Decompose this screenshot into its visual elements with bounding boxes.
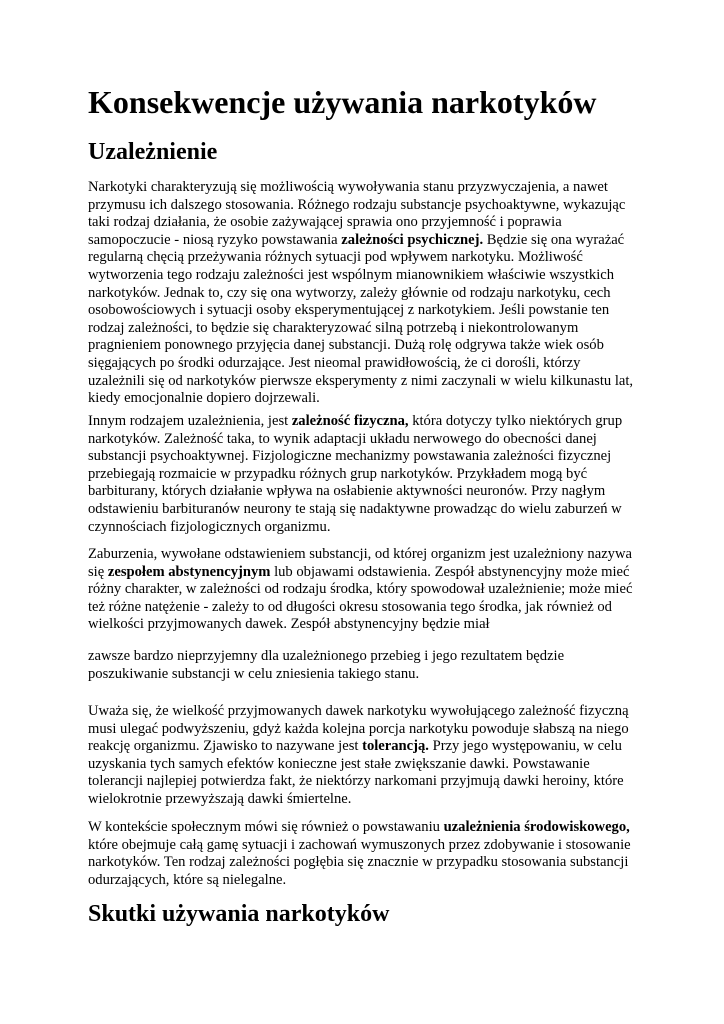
- text-line: narkotyków. Ten rodzaj zależności pogłębia się znacznie w przypadku stosowania substancji: [88, 854, 629, 871]
- text-run: się: [88, 563, 108, 580]
- text-line: przymusu ich dalszego stosowania. Różnego rodzaju substancje psychoaktywne, wykazując: [88, 196, 626, 213]
- paragraph-2: [88, 413, 640, 536]
- text-line: też różne natężenie - zależy to od długości okresu stosowania tego środka, jak również od: [88, 598, 612, 615]
- text-line: pragnieniem ponownego przyjęcia danej substancji. Dużą rolę odgrywa także wiek osób: [88, 337, 604, 354]
- section-heading-skutki: Skutki używania narkotyków: [88, 901, 390, 927]
- paragraph-1: [88, 179, 640, 408]
- text-run: Przy jego występowaniu, w celu: [428, 738, 622, 755]
- bold-term: zależności psychicznej.: [341, 231, 484, 248]
- text-line: zawsze bardzo nieprzyjemny dla uzależnionego przebieg i jego rezultatem będzie: [88, 648, 565, 664]
- text-run: Będzie się ona wyrażać: [483, 231, 625, 248]
- text-line: odurzających, które są nielegalne.: [88, 871, 287, 888]
- text-line: uzyskania tych samych efektów konieczne jest stałe zwiększanie dawki. Powstawanie: [88, 755, 590, 772]
- text-line: narkotyków. Jednak to, czy się ona wytworzy, zależy głównie od rodzaju narkotyku, cech: [88, 284, 611, 301]
- paragraph-5: [88, 703, 640, 809]
- text-line: [88, 232, 640, 250]
- text-line: Uważa się, że wielkość przyjmowanych dawek narkotyku wywołującego zależność fizyczną: [88, 703, 629, 719]
- text-line: rodzaj zależności, to będzie się charakteryzować silną potrzebą i niekontrolowanym: [88, 319, 579, 336]
- paragraph-4: [88, 648, 640, 683]
- text-line: musi ulegać podwyższeniu, gdyż każda kolejna porcja narkotyku powoduje słabszą na niego: [88, 720, 629, 737]
- text-line: wielokrotnie przewyższają dawki śmiertelne.: [88, 790, 352, 807]
- text-line: taki rodzaj działania, że osobie zażywającej sprawia ono przyjemność i poprawia: [88, 214, 562, 231]
- text-line: odstawieniu barbituranów neurony te stają się nadaktywne prowadząc do wielu zaburzeń w: [88, 500, 622, 517]
- text-line: czynnościach fizjologicznych organizmu.: [88, 518, 331, 535]
- paragraph-3: [88, 546, 640, 634]
- text-line: które obejmuje całą gamę sytuacji i zachowań wymuszonych przez zdobywanie i stosowanie: [88, 836, 631, 853]
- text-line: osobowościowych i sytuacji osoby eksperymentującej z narkotykiem. Jeśli powstanie ten: [88, 302, 610, 319]
- bold-term: tolerancją.: [362, 738, 429, 755]
- text-line: barbiturany, których działanie wpływa na osłabienie aktywności neuronów. Przy nagłym: [88, 483, 606, 500]
- bold-term: zależność fizyczna,: [291, 413, 409, 429]
- text-line: substancji psychoaktywnej. Fizjologiczne mechanizmy powstawania zależności fizycznej: [88, 448, 612, 465]
- text-line: różny charakter, w zależności od rodzaju środka, który spowodował uzależnienie; może mieć: [88, 581, 633, 598]
- text-line: przebiegają rozmaicie w przypadku różnych grup narkotyków. Przykładem mogą być: [88, 465, 588, 482]
- text-run: która dotyczy tylko niektórych grup: [408, 413, 623, 429]
- text-run: reakcję organizmu. Zjawisko to nazywane jest: [88, 738, 363, 755]
- text-run: samopoczucie - niosą ryzyko powstawania: [88, 231, 342, 248]
- text-run: W kontekście społecznym mówi się również o powstawaniu: [88, 819, 444, 835]
- text-line: tolerancji najlepiej potwierdza fakt, że niektórzy narkomani przyjmują dawki heroiny, które: [88, 773, 624, 790]
- text-line: Zaburzenia, wywołane odstawieniem substancji, od której organizm jest uzależniony nazywa: [88, 546, 632, 562]
- paragraph-6: [88, 819, 640, 889]
- text-line: wytworzenia tego rodzaju zależności jest wspólnym mianownikiem właściwie wszystkich: [88, 266, 615, 283]
- text-line: [88, 564, 640, 582]
- bold-term: zespołem abstynencyjnym: [107, 563, 271, 580]
- text-line: [88, 738, 640, 756]
- text-line: kiedy emocjonalnie dopiero dojrzewali.: [88, 390, 320, 407]
- text-line: wielkości przyjmowanych dawek. Zespół abstynencyjny będzie miał: [88, 616, 490, 633]
- text-run: lub objawami odstawienia. Zespół abstynencyjny może mieć: [270, 563, 630, 580]
- text-line: sięgających po środki odurzające. Jest nieomal prawidłowością, że ci dorośli, którzy: [88, 354, 581, 371]
- text-line: regularną chęcią przeżywania różnych sytuacji pod wpływem narkotyku. Możliwość: [88, 249, 583, 266]
- section-heading-uzaleznienie: Uzależnienie: [88, 139, 218, 165]
- text-run: Innym rodzajem uzależnienia, jest: [88, 413, 292, 429]
- text-line: poszukiwanie substancji w celu zniesienia takiego stanu.: [88, 665, 420, 682]
- text-line: Narkotyki charakteryzują się możliwością wywoływania stanu przyzwyczajenia, a nawet: [88, 179, 608, 195]
- text-line: [88, 413, 640, 431]
- bold-term: uzależnienia środowiskowego,: [443, 819, 630, 835]
- text-line: [88, 819, 640, 837]
- text-line: uzależnili się od narkotyków pierwsze eksperymenty z nimi zaczynali w wielu kilkunastu lat,: [88, 372, 634, 389]
- page-title: Konsekwencje używania narkotyków: [88, 84, 597, 120]
- text-line: narkotyków. Zależność taka, to wynik adaptacji układu nerwowego do obecności danej: [88, 430, 597, 447]
